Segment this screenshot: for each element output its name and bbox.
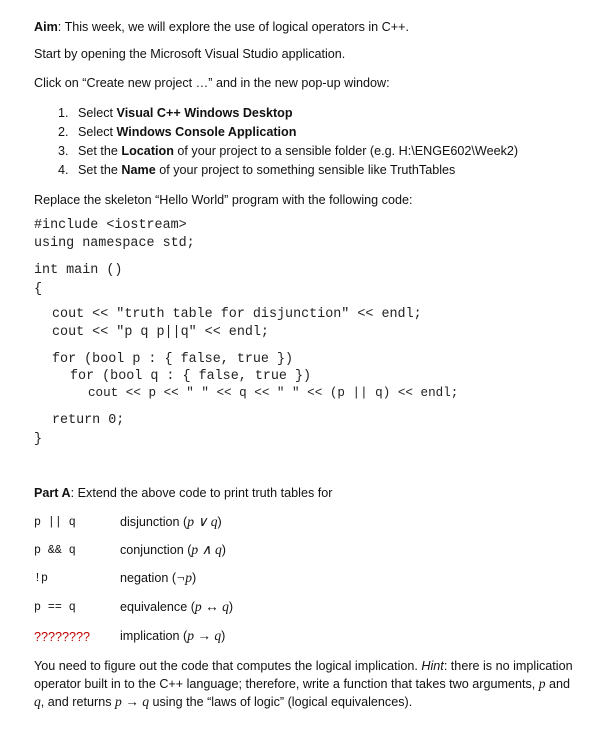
part-a-line: Part A: Extend the above code to print truth tables for	[34, 486, 333, 500]
list-item: 3. Set the Location of your project to a sensible folder (e.g. H:\ENGE602\Week2)	[58, 144, 519, 158]
aim-text: : This week, we will explore the use of logical operators in C++.	[57, 20, 409, 34]
operator-code: p == q	[34, 601, 76, 614]
aim-line	[34, 20, 409, 34]
list-item: 1. Select Visual C++ Windows Desktop	[58, 106, 293, 120]
replace-line: Replace the skeleton “Hello World” program with the following code:	[34, 193, 413, 207]
part-a-label: Part A	[34, 486, 71, 500]
operator-description: equivalence (p ↔ q)	[120, 599, 234, 614]
code-line: using namespace std;	[34, 236, 195, 251]
operator-description: conjunction (p ∧ q)	[120, 542, 226, 557]
aim-label: Aim	[34, 20, 58, 34]
code-line: for (bool q : { false, true })	[70, 369, 312, 384]
click-line: Click on “Create new project …” and in the new pop-up window:	[34, 76, 390, 90]
operator-description: implication (p → q)	[120, 628, 226, 643]
code-line: int main ()	[34, 263, 123, 278]
code-line: for (bool p : { false, true })	[52, 352, 294, 367]
code-line: return 0;	[52, 413, 125, 428]
list-item: 4. Set the Name of your project to something sensible like TruthTables	[58, 163, 456, 177]
operator-description: disjunction (p ∨ q)	[120, 514, 222, 529]
operator-code: !p	[34, 572, 48, 585]
hint-label: Hint	[421, 659, 444, 673]
start-line: Start by opening the Microsoft Visual Studio application.	[34, 47, 346, 61]
operator-code: p && q	[34, 544, 76, 557]
code-line: cout << "truth table for disjunction" << endl;	[52, 307, 422, 322]
code-line: #include <iostream>	[34, 218, 187, 233]
operator-code: p || q	[34, 516, 76, 529]
operator-description: negation (¬p)	[120, 570, 197, 585]
list-item: 2. Select Windows Console Application	[58, 125, 297, 139]
code-line: cout << p << " " << q << " " << (p || q) << endl;	[88, 386, 459, 400]
operator-placeholder: ????????	[34, 630, 91, 644]
closing-paragraph: You need to figure out the code that computes the logical implication. Hint: there is no implication operator built in to the C++ language; therefore, write a function that takes two arguments, p and q, and returns p → q using the “laws of logic” (logical equivalences).	[34, 659, 573, 709]
code-line: }	[34, 432, 43, 447]
code-line: {	[34, 282, 43, 297]
code-line: cout << "p q p||q" << endl;	[52, 325, 269, 340]
